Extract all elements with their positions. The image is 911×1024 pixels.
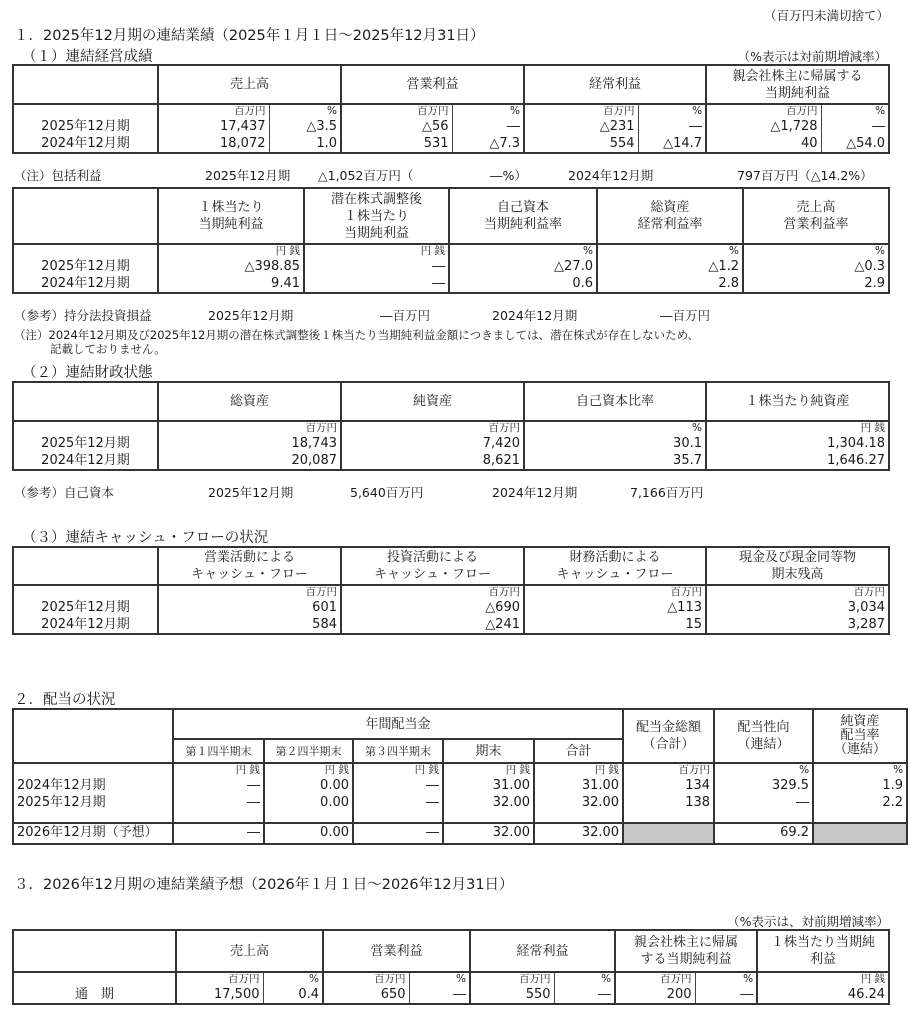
col-header-year-end: 期末 xyxy=(443,739,534,763)
comprehensive-income-label: （注）包括利益 xyxy=(14,168,102,183)
col-header-diluted-eps: 潜在株式調整後 １株当たり 当期純利益 xyxy=(304,188,449,244)
col-header-ordinary-income: 経常利益 xyxy=(524,65,706,104)
cash-flow-table xyxy=(12,546,890,635)
forecast-q1: ― xyxy=(173,823,264,844)
equity-ratio-values: % 30.1 35.7 xyxy=(524,421,706,470)
forecast-q2: 0.00 xyxy=(264,823,353,844)
col-header-annual-dividends: 年間配当金 xyxy=(173,709,623,739)
q3-values: 円 銭 ― ― xyxy=(353,763,443,823)
operating-margin-values: % △0.3 2.9 xyxy=(743,244,889,293)
col-header-cash-balance: 現金及び現金同等物 期末残高 xyxy=(706,547,889,585)
sub3-title: （３）連結キャッシュ・フローの状況 xyxy=(22,530,269,546)
forecast-ordinary-income-pct: % ― xyxy=(554,972,615,1004)
operating-income-values: 百万円 △56 531 xyxy=(341,104,452,153)
header-blank xyxy=(13,382,158,421)
per-share-table xyxy=(12,187,890,294)
forecast-year-end: 32.00 xyxy=(443,823,534,844)
header-blank xyxy=(13,65,158,104)
col-header-operating-margin: 売上高 営業利益率 xyxy=(743,188,889,244)
col-header-bps: １株当たり純資産 xyxy=(706,382,889,421)
cash-balance-values: 百万円 3,034 3,287 xyxy=(706,585,889,634)
header-blank xyxy=(13,547,158,585)
col-header-operating-income: 営業利益 xyxy=(323,930,470,972)
forecast-sales-pct: % 0.4 xyxy=(263,972,323,1004)
comprehensive-income-value1: △1,052百万円（ xyxy=(318,168,414,183)
forecast-net-income-pct: % ― xyxy=(695,972,757,1004)
diluted-eps-footnote: （注）2024年12月期及び2025年12月期の潜在株式調整後１株当たり当期純利益金額につきましては、潜在株式が存在しないため、 xyxy=(14,328,700,342)
col-header-equity-ratio: 自己資本比率 xyxy=(524,382,706,421)
forecast-operating-income-pct: % ― xyxy=(409,972,470,1004)
col-header-sales: 売上高 xyxy=(176,930,323,972)
financial-position-table xyxy=(12,381,890,471)
total-dividends-values: 百万円 134 138 xyxy=(623,763,714,823)
net-income-values: 百万円 △1,728 40 xyxy=(706,104,821,153)
year-end-values: 円 銭 31.00 32.00 xyxy=(443,763,534,823)
equity-value1: 5,640百万円 xyxy=(350,485,424,500)
investing-cf-values: 百万円 △690 △241 xyxy=(341,585,524,634)
sub2-title: （２）連結財政状態 xyxy=(22,365,153,381)
dividends-table xyxy=(12,708,908,845)
bps-values: 円 銭 1,304.18 1,646.27 xyxy=(706,421,889,470)
col-header-q2: 第２四半期末 xyxy=(264,739,353,763)
col-header-net-income: 親会社株主に帰属する 当期純利益 xyxy=(706,65,889,104)
col-header-operating-cf: 営業活動による キャッシュ・フロー xyxy=(158,547,341,585)
equity-method-period2: 2024年12月期 xyxy=(492,308,578,323)
forecast-net-income: 百万円 200 xyxy=(615,972,695,1004)
forecast-ordinary-income: 百万円 550 xyxy=(470,972,554,1004)
col-header-financing-cf: 財務活動による キャッシュ・フロー xyxy=(524,547,706,585)
row-labels: 2024年12月期 2025年12月期 xyxy=(13,763,173,823)
doe-values: % 1.9 2.2 xyxy=(813,763,907,823)
sub1-pct-note: （%表示は対前期増減率） xyxy=(737,49,887,64)
operating-income-pct: % ― △7.3 xyxy=(452,104,524,153)
comprehensive-income-period2: 2024年12月期 xyxy=(568,168,654,183)
section3-pct-note: （%表示は、対前期増減率） xyxy=(727,914,889,929)
diluted-eps-values: 円 銭 ― ― xyxy=(304,244,449,293)
col-header-doe: 純資産 配当率 （連結） xyxy=(813,709,907,763)
col-header-roe: 自己資本 当期純利益率 xyxy=(449,188,597,244)
total-values: 円 銭 31.00 32.00 xyxy=(534,763,623,823)
section1-title: １．2025年12月期の連結業績（2025年１月１日～2025年12月31日） xyxy=(14,28,485,44)
financing-cf-values: 百万円 △113 15 xyxy=(524,585,706,634)
total-assets-values: 百万円 18,743 20,087 xyxy=(158,421,341,470)
forecast-q3: ― xyxy=(353,823,443,844)
sales-pct: % △3.5 1.0 xyxy=(269,104,341,153)
equity-method-value2: ―百万円 xyxy=(660,308,711,323)
roa-values: % △1.2 2.8 xyxy=(597,244,743,293)
forecast-eps: 円 銭 46.24 xyxy=(757,972,889,1004)
col-header-net-assets: 純資産 xyxy=(341,382,524,421)
equity-method-label: （参考）持分法投資損益 xyxy=(14,308,152,323)
operating-cf-values: 百万円 601 584 xyxy=(158,585,341,634)
forecast-total-dividends xyxy=(623,823,714,844)
q1-values: 円 銭 ― ― xyxy=(173,763,264,823)
forecast-sales: 百万円 17,500 xyxy=(176,972,263,1004)
forecast-payout-ratio: 69.2 xyxy=(714,823,813,844)
equity-period2: 2024年12月期 xyxy=(492,485,578,500)
row-labels: 2025年12月期 2024年12月期 xyxy=(13,421,158,470)
header-blank xyxy=(13,188,158,244)
forecast-doe xyxy=(813,823,907,844)
header-blank xyxy=(13,709,173,763)
forecast-operating-income: 百万円 650 xyxy=(323,972,409,1004)
section2-title: ２．配当の状況 xyxy=(14,692,116,708)
col-header-payout-ratio: 配当性向 （連結） xyxy=(714,709,813,763)
equity-period1: 2025年12月期 xyxy=(208,485,294,500)
col-header-net-income: 親会社株主に帰属 する当期純利益 xyxy=(615,930,757,972)
sub1-title: （１）連結経営成績 xyxy=(22,49,153,65)
comprehensive-income-value2: 797百万円（△14.2%） xyxy=(737,168,873,183)
eps-values: 円 銭 △398.85 9.41 xyxy=(158,244,304,293)
row-labels: 2025年12月期 2024年12月期 xyxy=(13,585,158,634)
col-header-total: 合計 xyxy=(534,739,623,763)
ordinary-income-pct: % ― △14.7 xyxy=(638,104,706,153)
forecast-row-label: 2026年12月期（予想） xyxy=(13,823,173,844)
rounding-note: （百万円未満切捨て） xyxy=(763,8,889,23)
forecast-table xyxy=(12,929,890,1005)
row-label-full-year: 通 期 xyxy=(13,972,176,1004)
ordinary-income-values: 百万円 △231 554 xyxy=(524,104,638,153)
col-header-investing-cf: 投資活動による キャッシュ・フロー xyxy=(341,547,524,585)
col-header-ordinary-income: 経常利益 xyxy=(470,930,615,972)
sales-values: 百万円 17,437 18,072 xyxy=(158,104,269,153)
equity-method-value1: ―百万円 xyxy=(380,308,431,323)
header-blank xyxy=(13,930,176,972)
diluted-eps-footnote-cont: 記載しておりません。 xyxy=(50,342,166,356)
row-labels: 2025年12月期 2024年12月期 xyxy=(13,244,158,293)
section3-title: ３．2026年12月期の連結業績予想（2026年１月１日～2026年12月31日） xyxy=(14,877,514,893)
col-header-eps: １株当たり 当期純利益 xyxy=(158,188,304,244)
col-header-q1: 第１四半期末 xyxy=(173,739,264,763)
col-header-sales: 売上高 xyxy=(158,65,341,104)
forecast-total: 32.00 xyxy=(534,823,623,844)
col-header-total-assets: 総資産 xyxy=(158,382,341,421)
equity-method-period1: 2025年12月期 xyxy=(208,308,294,323)
q2-values: 円 銭 0.00 0.00 xyxy=(264,763,353,823)
col-header-q3: 第３四半期末 xyxy=(353,739,443,763)
row-labels: 2025年12月期 2024年12月期 xyxy=(13,104,158,153)
net-assets-values: 百万円 7,420 8,621 xyxy=(341,421,524,470)
comprehensive-income-period1: 2025年12月期 xyxy=(205,168,291,183)
net-income-pct: % ― △54.0 xyxy=(821,104,889,153)
comprehensive-income-pct1: ―%） xyxy=(490,168,527,183)
col-header-eps: １株当たり当期純 利益 xyxy=(757,930,889,972)
equity-label: （参考）自己資本 xyxy=(14,485,115,500)
equity-value2: 7,166百万円 xyxy=(630,485,704,500)
payout-ratio-values: % 329.5 ― xyxy=(714,763,813,823)
operating-results-table xyxy=(12,64,890,154)
roe-values: % △27.0 0.6 xyxy=(449,244,597,293)
col-header-roa: 総資産 経常利益率 xyxy=(597,188,743,244)
col-header-operating-income: 営業利益 xyxy=(341,65,524,104)
col-header-total-dividends: 配当金総額 （合計） xyxy=(623,709,714,763)
